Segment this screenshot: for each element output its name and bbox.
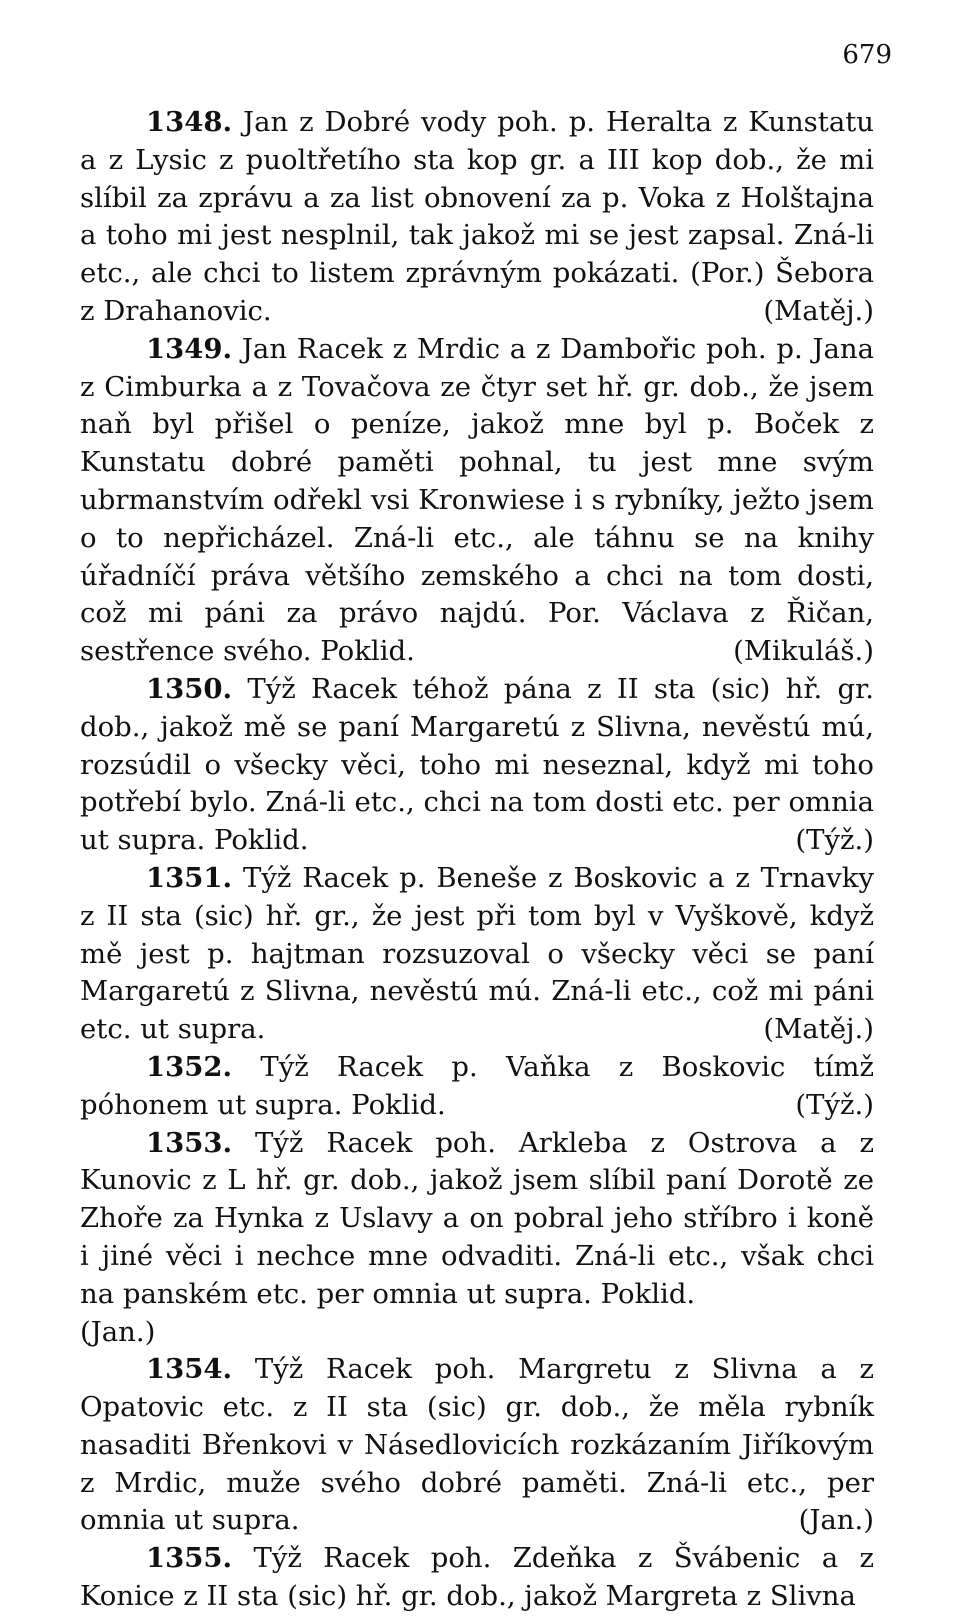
scribe-signature: (Týž.) xyxy=(795,824,874,857)
scribe-signature: (Mikuláš.) xyxy=(733,635,874,668)
entry-1354 xyxy=(80,1351,874,1540)
entry-text: Týž Racek téhož pána z II sta (sic) hř. gr. dob., jakož mě se paní Margaretú z Slivna, nevěstú mú, rozsúdil o všecky věci, toho mi neseznal, když mi toho potřebí bylo. Zná-li etc., chci na tom dosti etc. per omnia ut supra. Poklid. xyxy=(80,672,874,857)
entry-1350 xyxy=(80,671,874,860)
entry-number: 1352. xyxy=(146,1050,233,1083)
entry-text: Týž Racek p. Beneše z Boskovic a z Trnavky z II sta (sic) hř. gr., že jest při tom byl v Vyškově, když mě jest p. hajtman rozsuzoval o všecky věci se paní Margaretú z Slivna, nevěstú mú. Zná-li etc., což mi páni etc. ut supra. xyxy=(80,861,874,1046)
entry-text: Týž Racek poh. Margretu z Slivna a z Opatovic etc. z II sta (sic) gr. dob., že měla rybník nasaditi Břenkovi v Násedlovicích rozkázaním Jiříkovým z Mrdic, muže svého dobré paměti. Zná-li etc., per omnia ut supra. xyxy=(80,1353,875,1537)
entry-number: 1354. xyxy=(146,1353,233,1386)
entry-1352 xyxy=(80,1049,874,1125)
page-text xyxy=(80,104,874,1616)
scribe-signature: (Matěj.) xyxy=(763,1013,874,1046)
entry-1349 xyxy=(80,331,874,671)
entry-number: 1350. xyxy=(146,672,233,705)
entry-number: 1355. xyxy=(146,1542,233,1575)
entry-number: 1353. xyxy=(146,1126,233,1159)
entry-number: 1349. xyxy=(146,332,233,365)
entry-number: 1351. xyxy=(146,861,233,894)
scribe-signature: (Týž.) xyxy=(795,1088,874,1121)
scribe-signature: (Jan.) xyxy=(798,1504,874,1537)
entry-text: Týž Racek poh. Arkleba z Ostrova a z Kunovic z L hř. gr. dob., jakož jsem slíbil paní Dorotě ze Zhoře za Hynka z Uslavy a on pobral jeho stříbro i koně i jiné věci i nechce mne odvaditi. Zná-li etc., však chci na panském etc. per omnia ut supra. Poklid. xyxy=(80,1126,874,1310)
entry-1351 xyxy=(80,860,874,1049)
page-number: 679 xyxy=(842,40,892,70)
scribe-signature: (Jan.) xyxy=(80,1315,156,1348)
entry-text: Jan z Dobré vody poh. p. Heralta z Kunstatu a z Lysic z puoltřetího sta kop gr. a III kop dob., že mi slíbil za zprávu a za list obnovení za p. Voka z Holštajna a toho mi jest nesplnil, tak jakož mi se jest zapsal. Zná-li etc., ale chci to listem zprávným pokázati. (Por.) Šebora z Drahanovic. xyxy=(80,106,874,327)
entry-text: Týž Racek poh. Zdeňka z Švábenic a z Konice z II sta (sic) hř. gr. dob., jakož Margreta z Slivna xyxy=(80,1542,874,1613)
entry-text: Jan Racek z Mrdic a z Dambořic poh. p. Jana z Cimburka a z Tovačova ze čtyr set hř. gr. dob., že jsem naň byl přišel o peníze, jakož mne byl p. Boček z Kunstatu dobré paměti pohnal, tu jest mne svým ubrmanstvím odřekl vsi Kronwiese i s rybníky, ježto jsem o to nepřicházel. Zná-li etc., ale táhnu se na knihy úřadníčí práva většího zemského a chci na tom dosti, což mi páni za právo najdú. Por. Václava z Řičan, sestřence svého. Poklid. xyxy=(80,332,875,668)
entry-number: 1348. xyxy=(146,106,233,138)
entry-1348 xyxy=(80,104,874,331)
entry-1353 xyxy=(80,1125,874,1352)
scribe-signature: (Matěj.) xyxy=(763,294,874,327)
entry-1355 xyxy=(80,1540,874,1616)
entry-text: Týž Racek p. Vaňka z Boskovic tímž póhonem ut supra. Poklid. xyxy=(80,1050,874,1121)
